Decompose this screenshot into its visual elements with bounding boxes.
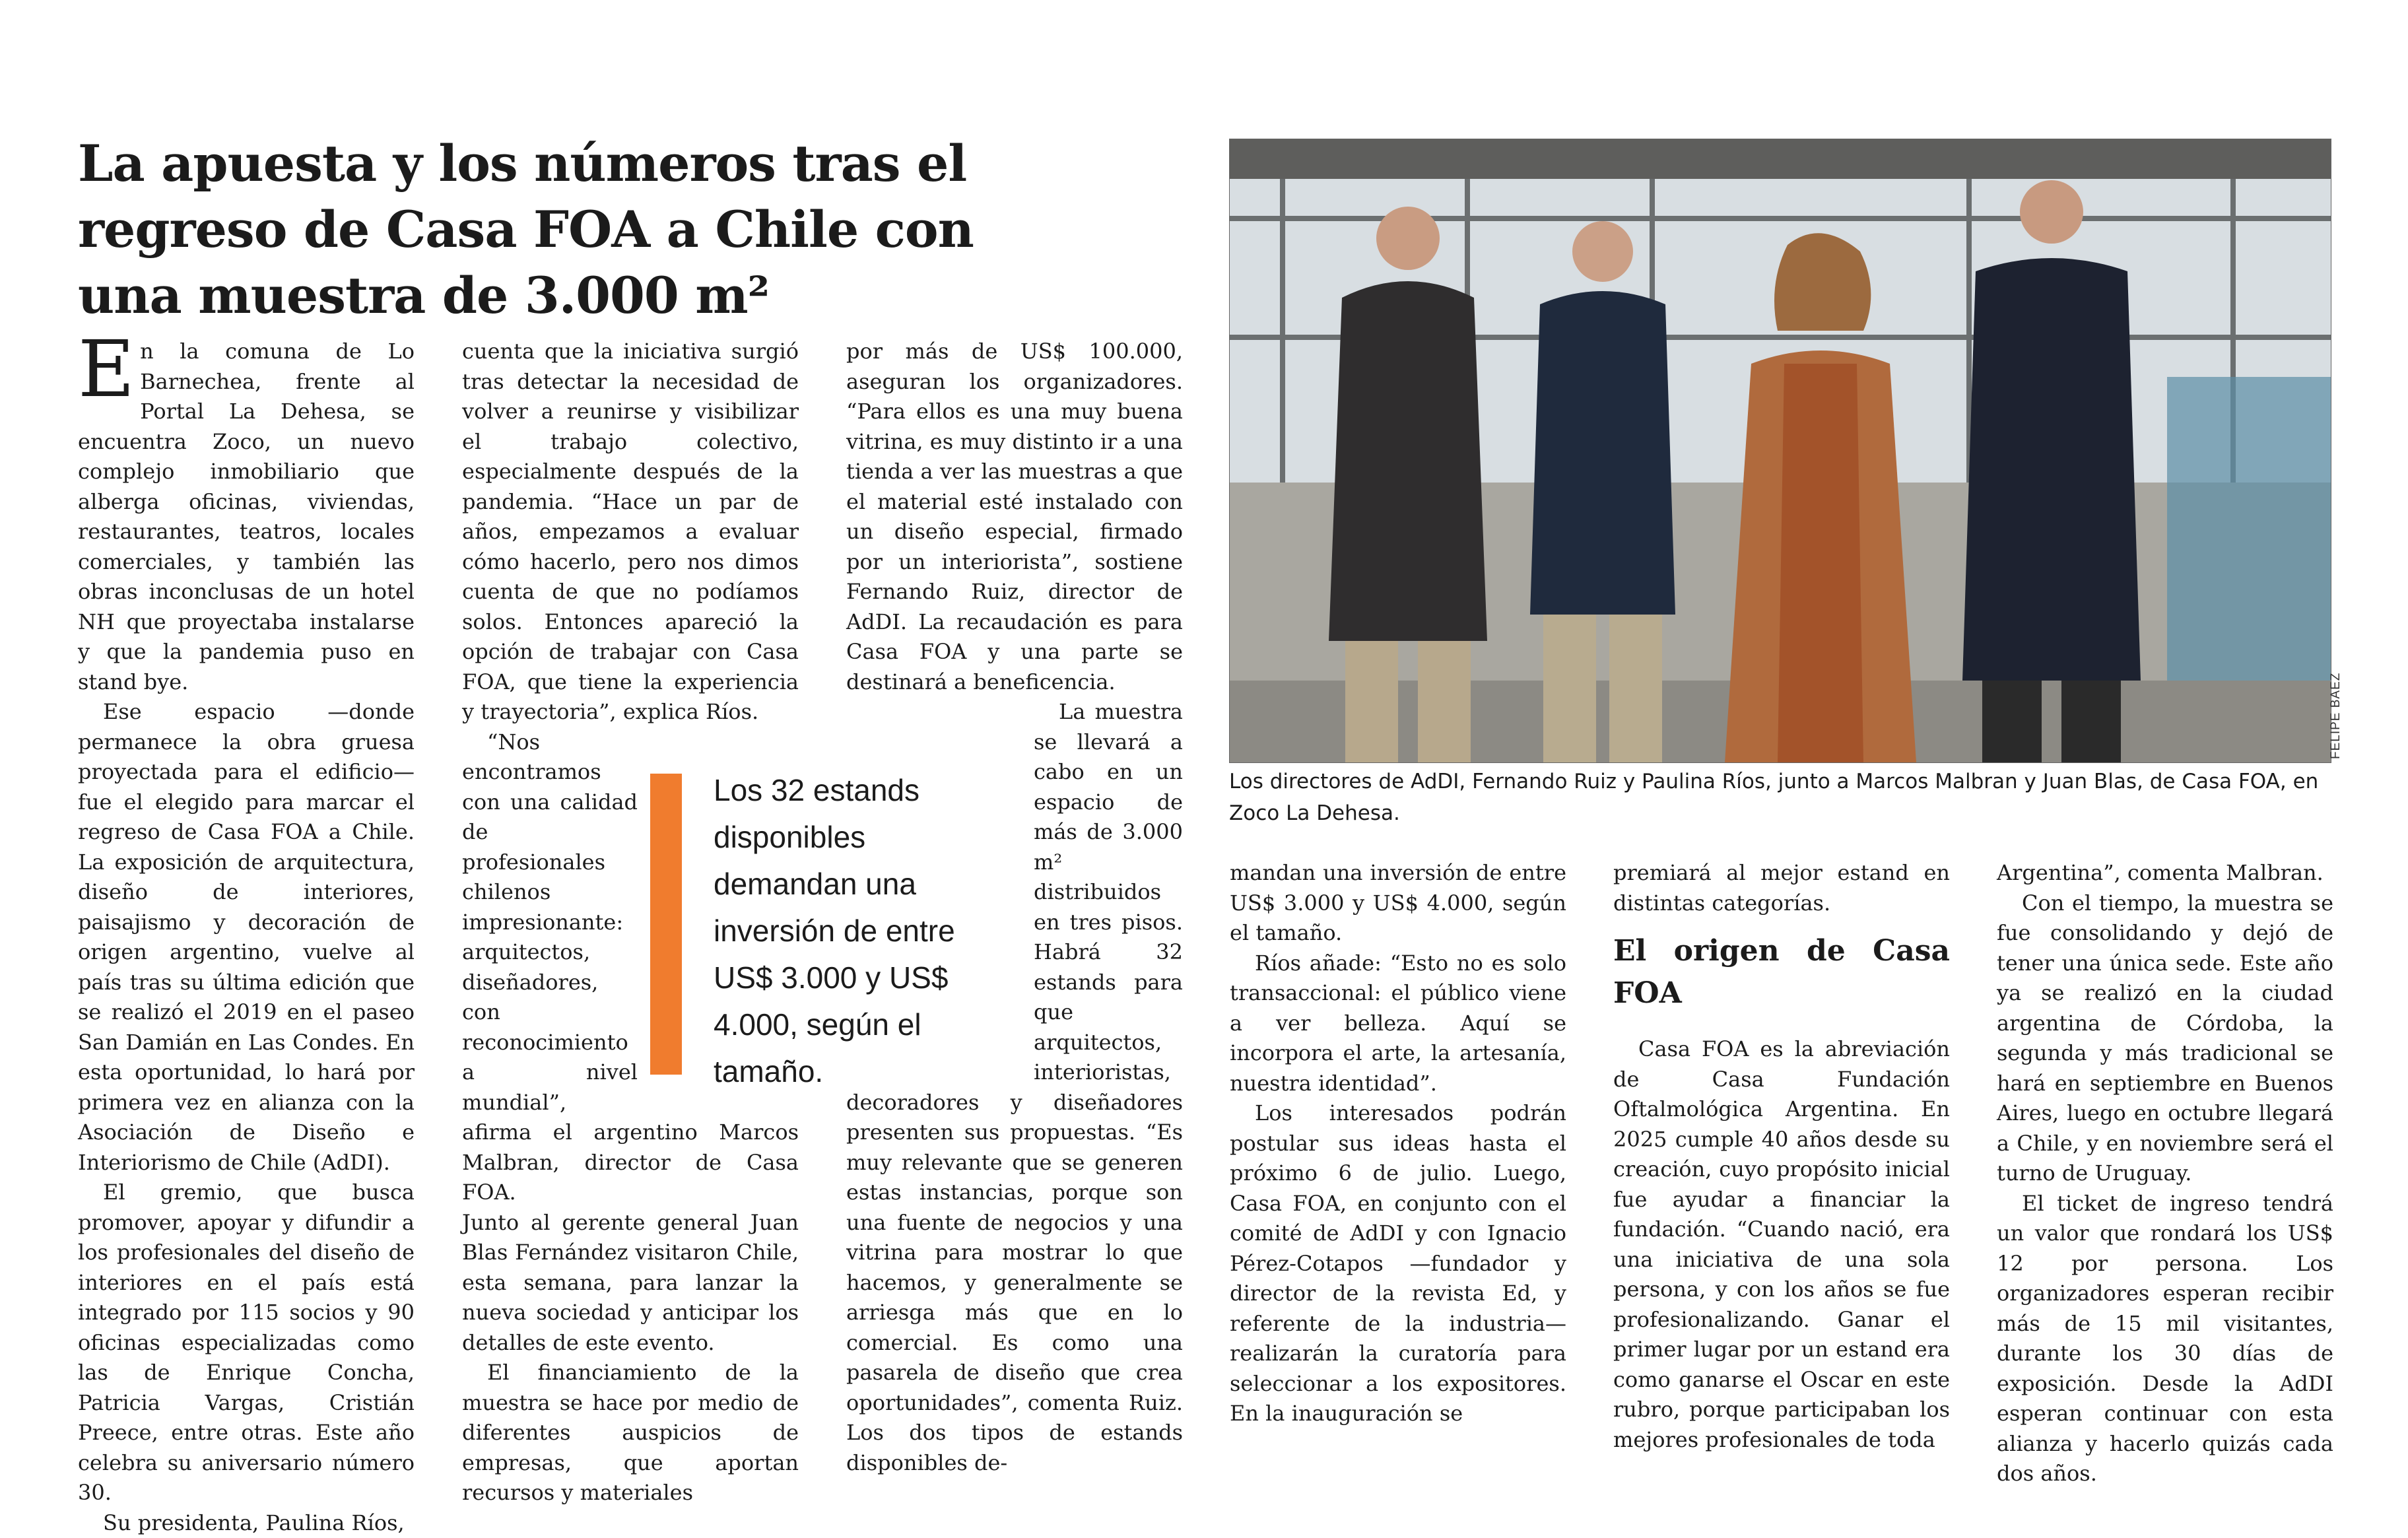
paragraph: cuenta que la iniciativa surgió tras detectar la necesidad de volver a reunirse y visibilizar el trabajo colectivo, especialmente después de la pandemia. “Hace un par de años, empezamos a evaluar cómo hacerlo, pero nos dimos cuenta de que no podíamos solos. Entonces apareció la opción de trabajar con Casa FOA, que tiene la experiencia y trayectoria”, explica Ríos. [462,337,799,727]
article-column-6 [1997,858,2333,1489]
paragraph: Los interesados podrán postular sus ideas hasta el próximo 6 de julio. Luego, Casa FOA, en conjunto con el comité de AdDI y con Ignacio Pérez-Cotapos —fundador y director de la revista Ed, y referente de la industria— realizarán la curatoría para seleccionar a los expositores. En la inauguración se [1230,1098,1566,1429]
paragraph: Su presidenta, Paulina Ríos, [78,1508,415,1538]
paragraph: Junto al gerente general Juan Blas Fernández visitaron Chile, esta semana, para lanzar la nueva sociedad y anticipar los detalles de este evento. [462,1208,799,1358]
pull-quote [650,767,1020,1077]
paragraph: El financiamiento de la muestra se hace por medio de diferentes auspicios de empresas, que aportan recursos y materiales [462,1358,799,1508]
pull-quote-text: Los 32 estands disponibles demandan una inversión de entre US$ 3.000 y US$ 4.000, según el tamaño. [714,767,1017,1095]
paragraph: El gremio, que busca promover, apoyar y difundir a los profesionales del diseño de interiores en el país está integrado por 115 socios y 90 oficinas especializadas como las de Enrique Concha, Patricia Vargas, Cristián Preece, entre otras. Este año celebra su aniversario número 30. [78,1178,415,1508]
paragraph: “Nos encontramos con una calidad de profesionales chilenos impresionante: arquitectos, diseñadores, con reconocimiento a nivel mundial”, afirma el argentino Marcos Malbran, director de Casa FOA. [462,727,799,1208]
paragraph: Ríos añade: “Esto no es solo transaccional: el público viene a ver belleza. Aquí se incorpora el arte, la artesanía, nuestra identidad”. [1230,949,1566,1099]
paragraph: Con el tiempo, la muestra se fue consolidando y dejó de tener una única sede. Este año ya se realizó en la ciudad argentina de Córdoba, la segunda y más tradicional se hará en septiembre en Buenos Aires, luego en octubre llegará a Chile, y en noviembre será el turno de Uruguay. [1997,888,2333,1189]
article-photo [1229,139,2331,763]
article-column-1 [78,337,415,1538]
article-column-4 [1230,858,1566,1429]
paragraph: por más de US$ 100.000, aseguran los organizadores. “Para ellos es una muy buena vitrina, es muy distinto ir a una tienda a ver las muestras a que el material esté instalado con un diseño especial, firmado por un interiorista”, sostiene Fernando Ruiz, director de AdDI. La recaudación es para Casa FOA y una parte se destinará a beneficencia. [846,337,1183,697]
headline: La apuesta y los números tras el regreso de Casa FOA a Chile con una muestra de 3.000 m² [78,131,1068,329]
paragraph-text: n la comuna de Lo Barnechea, frente al Portal La Dehesa, se encuentra Zoco, un nuevo complejo inmobiliario que alberga oficinas, viviendas, restaurantes, teatros, locales comerciales, y también las obras inconclusas de un hotel NH que proyectaba instalarse y que la pandemia puso en stand bye. [78,339,415,694]
paragraph: Casa FOA es la abreviación de Casa Fundación Oftalmológica Argentina. En 2025 cumple 40 años desde su creación, cuyo propósito inicial fue ayudar a financiar la fundación. “Cuando nació, era una iniciativa de una sola persona, y con los años se fue profesionalizando. Ganar el primer lugar por un estand era como ganarse el Oscar en este rubro, porque participaban los mejores profesionales de toda [1613,1034,1950,1455]
photo-credit: FELIPE BAEZ [2329,673,2343,759]
paragraph: El ticket de ingreso tendrá un valor que rondará los US$ 12 por persona. Los organizadores esperan recibir más de 15 mil visitantes, durante los 30 días de exposición. Desde la AdDI esperan continuar con esta alianza y hacerlo quizás cada dos años. [1997,1189,2333,1489]
paragraph: mandan una inversión de entre US$ 3.000 y US$ 4.000, según el tamaño. [1230,858,1566,949]
section-subheading: El origen de Casa FOA [1613,930,1950,1015]
photo-illustration [1230,139,2331,762]
paragraph-lead [78,337,415,697]
paragraph: Ese espacio —donde permanece la obra gruesa proyectada para el edificio— fue el elegido para marcar el regreso de Casa FOA a Chile. La exposición de arquitectura, diseño de interiores, paisajismo y decoración de origen argentino, vuelve al país tras su última edición que se realizó el 2019 en el paseo San Damián en Las Condes. En esta oportunidad, lo hará por primera vez en alianza con la Asociación de Diseño e Interiorismo de Chile (AdDI). [78,697,415,1178]
paragraph: premiará al mejor estand en distintas categorías. [1613,858,1950,918]
photo-caption: Los directores de AdDI, Fernando Ruiz y Paulina Ríos, junto a Marcos Malbran y Juan Blas, de Casa FOA, en Zoco La Dehesa. [1229,766,2330,829]
article-column-5 [1613,858,1950,1455]
paragraph: Argentina”, comenta Malbran. [1997,858,2333,888]
drop-cap: E [78,337,140,399]
pull-quote-accent-bar [650,774,682,1075]
paragraph: La muestra se llevará a cabo en un espacio de más de 3.000 m² distribuidos en tres pisos. Habrá 32 estands para que arquitectos, interioristas, decoradores y diseñadores presenten sus propuestas. “Es muy relevante que se generen estas instancias, porque son una fuente de negocios y una vitrina para mostrar lo que hacemos, y generalmente se arriesga más que en lo comercial. Es como una pasarela de diseño que crea oportunidades”, comenta Ruiz. Los dos tipos de estands disponibles de- [846,697,1183,1478]
